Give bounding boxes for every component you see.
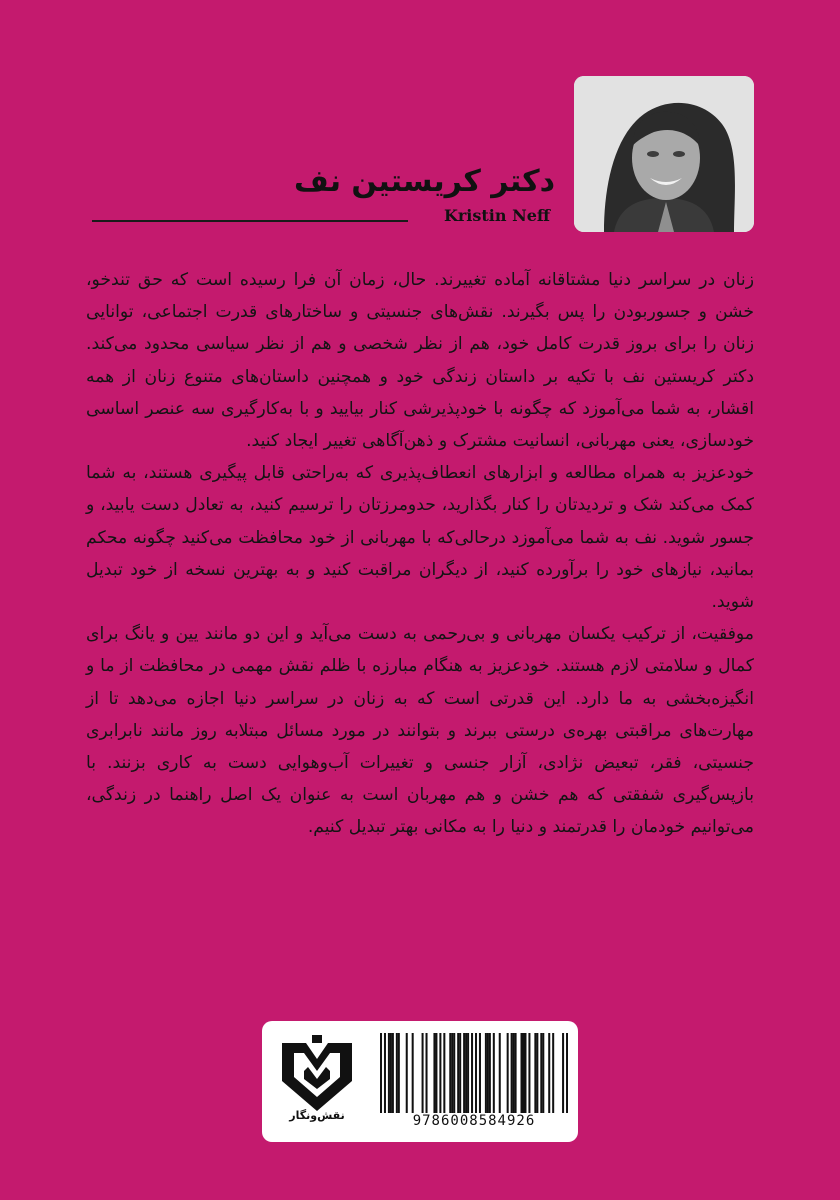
- barcode-bar: [396, 1033, 398, 1113]
- barcode-bar: [487, 1033, 489, 1113]
- barcode-bar: [485, 1033, 487, 1113]
- barcode-bar: [562, 1033, 564, 1113]
- divider-line: [92, 220, 408, 222]
- barcode-bar: [499, 1033, 501, 1113]
- barcode-bar: [513, 1033, 515, 1113]
- barcode-bar: [451, 1033, 453, 1113]
- publisher-name: نقش‌ونگار: [289, 1109, 345, 1122]
- barcode-bar: [380, 1033, 382, 1113]
- author-name-persian: دکتر کریستین نف: [293, 164, 555, 199]
- barcode-bar: [443, 1033, 445, 1113]
- description-paragraph: زنان در سراسر دنیا مشتاقانه آماده تغییرند. حال، زمان آن فرا رسیده است که حق تندخو، خشن و جسوربودن را پس بگیرند. نقش‌های جنسیتی و ساختارهای قدرت اجتماعی، توانایی زنان را برای بروز قدرت کامل خود، هم از نظر شخصی و هم از نظر سیاسی محدود می‌کند. دکتر کریستین نف با تکیه بر داستان زندگی خود و همچنین داستان‌های متنوع زنان از همه اقشار، به شما می‌آموزد که چگونه با خودپذیرشی کنار بیایید و با به‌کارگیری سه عنصر اساسی خودسازی، یعنی مهربانی، انسانیت مشترک و ذهن‌آگاهی تغییر ایجاد کنید.: [86, 270, 754, 452]
- barcode-bar: [439, 1033, 441, 1113]
- author-photo: [574, 76, 754, 232]
- barcode-bar: [548, 1033, 550, 1113]
- barcode-bar: [534, 1033, 536, 1113]
- barcode-bar: [392, 1033, 394, 1113]
- barcode-bar: [552, 1033, 554, 1113]
- barcode-bar: [536, 1033, 538, 1113]
- barcode-bar: [528, 1033, 530, 1113]
- barcode-panel: [262, 1021, 578, 1142]
- barcode-bar: [524, 1033, 526, 1113]
- barcode-bar: [426, 1033, 428, 1113]
- barcode-bar: [515, 1033, 517, 1113]
- isbn-barcode: [380, 1033, 568, 1113]
- barcode-bar: [507, 1033, 509, 1113]
- barcode-bar: [521, 1033, 523, 1113]
- barcode-bar: [493, 1033, 495, 1113]
- isbn-number: 9786008584926: [412, 1113, 536, 1129]
- barcode-bar: [459, 1033, 461, 1113]
- barcode-bar: [566, 1033, 568, 1113]
- barcode-bar: [542, 1033, 544, 1113]
- barcode-bar: [489, 1033, 491, 1113]
- book-description: [86, 264, 754, 844]
- barcode-bar: [463, 1033, 465, 1113]
- barcode-bar: [479, 1033, 481, 1113]
- barcode-bar: [390, 1033, 392, 1113]
- barcode-bar: [511, 1033, 513, 1113]
- barcode-bar: [406, 1033, 408, 1113]
- barcode-bar: [457, 1033, 459, 1113]
- barcode-bar: [435, 1033, 437, 1113]
- description-paragraph: خودعزیز به همراه مطالعه و ابزارهای انعطاف‌پذیری که به‌راحتی قابل پیگیری هستند، به شما کمک می‌کند شک و تردیدتان را کنار بگذارید، حدومرزتان را ترسیم کنید، به تعادل دست یابید، و جسور شوید. نف به شما می‌آموزد درحالی‌که با مهربانی از خود محافظت می‌کنید چگونه محکم بمانید، نیازهای خود را برآورده کنید، از دیگران مراقبت کنید و به بهترین نسخه از خود تبدیل شوید.: [86, 463, 754, 613]
- author-name-english: Kristin Neff: [443, 206, 550, 225]
- barcode-bar: [453, 1033, 455, 1113]
- barcode-bar: [522, 1033, 524, 1113]
- barcode-bar: [475, 1033, 477, 1113]
- barcode-bar: [398, 1033, 400, 1113]
- barcode-bar: [465, 1033, 467, 1113]
- barcode-bar: [471, 1033, 473, 1113]
- barcode-bar: [422, 1033, 424, 1113]
- barcode-bar: [433, 1033, 435, 1113]
- barcode-bar: [388, 1033, 390, 1113]
- barcode-bar: [449, 1033, 451, 1113]
- barcode-bar: [384, 1033, 386, 1113]
- barcode-bar: [467, 1033, 469, 1113]
- description-paragraph: موفقیت، از ترکیب یکسان مهربانی و بی‌رحمی به دست می‌آید و این دو مانند یین و یانگ برای کمال و سلامتی لازم هستند. خودعزیز به هنگام مبارزه با ظلم نقش مهمی در محافظت از ما و انگیزه‌بخشی به ما دارد. این قدرتی است که به زنان در سراسر دنیا اجازه می‌دهد تا از مهارت‌های مراقبتی بهره‌ی درستی ببرند و بتوانند در مورد مسائل مبتلابه روز مانند نابرابری جنسیتی، فقر، تبعیض نژادی، آزار جنسی و تغییرات آب‌وهوایی دست به کاری بزنند. با بازپس‌گیری شفقتی که هم خشن و هم مهربان است به عنوان یک اصل راهنما در زندگی، می‌توانیم خودمان را قدرتمند و دنیا را به مکانی بهتر تبدیل کنیم.: [86, 624, 754, 838]
- barcode-bar: [412, 1033, 414, 1113]
- barcode-bar: [540, 1033, 542, 1113]
